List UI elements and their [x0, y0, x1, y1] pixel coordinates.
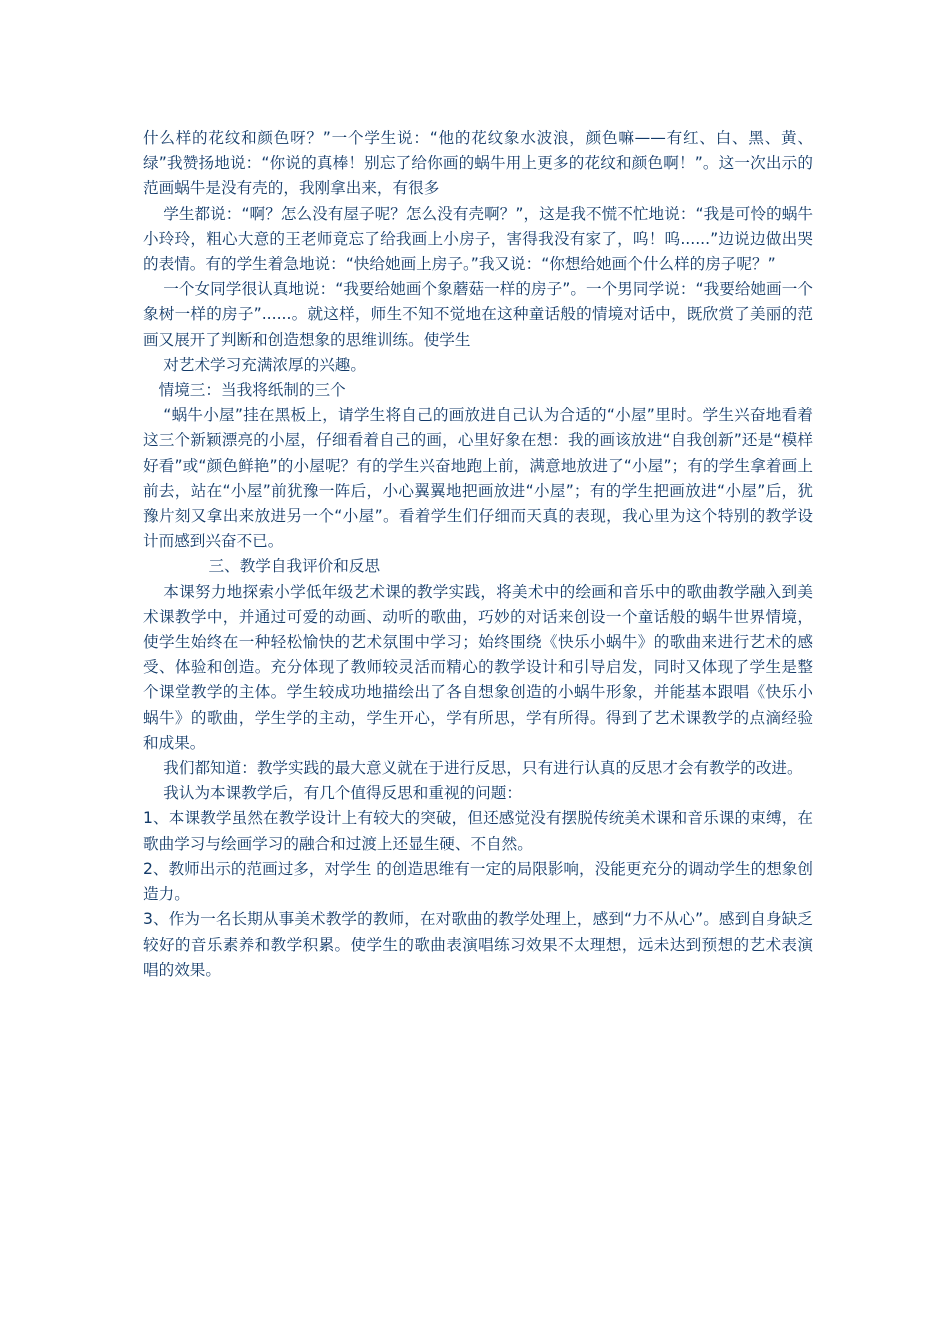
paragraph-7: 我们都知道：教学实践的最大意义就在于进行反思，只有进行认真的反思才会有教学的改进。	[163, 759, 803, 778]
paragraph-3: 一个女同学很认真地说：“我要给她画个象蘑菇一样的房子”。一个男同学说：“我要给她画一个象树一样的房子”......。就这样，师生不知不觉地在这种童话般的情境对话中，既欣赏了美丽的范画又展开了判断和创造想象的思维训练。使学生	[143, 280, 813, 349]
document-body	[143, 126, 813, 983]
paragraph-2: 学生都说：“啊？怎么没有屋子呢？怎么没有壳啊？”，这是我不慌不忙地说：“我是可怜的蜗牛小玲玲，粗心大意的王老师竟忘了给我画上小房子，害得我没有家了，呜！呜......”边说边做出哭的表情。有的学生着急地说：“快给她画上房子。”我又说：“你想给她画个什么样的房子呢？”	[143, 204, 813, 274]
paragraph-1: 什么样的花纹和颜色呀？”一个学生说：“他的花纹象水波浪，颜色嘛——有红、白、黑、黄、绿”我赞扬地说：“你说的真棒！别忘了给你画的蜗牛用上更多的花纹和颜色啊！”。这一次出示的范画蜗牛是没有壳的，我刚拿出来，有很多	[143, 129, 813, 198]
list-item-3: 3、作为一名长期从事美术教学的教师，在对歌曲的教学处理上，感到“力不从心”。感到自身缺乏较好的音乐素养和教学积累。使学生的歌曲表演唱练习效果不太理想，远未达到预想的艺术表演唱的效果。	[143, 910, 813, 979]
paragraph-6: 本课努力地探索小学低年级艺术课的教学实践，将美术中的绘画和音乐中的歌曲教学融入到美术课教学中，并通过可爱的动画、动听的歌曲，巧妙的对话来创设一个童话般的蜗牛世界情境，使学生始终在一种轻松愉快的艺术氛围中学习；始终围绕《快乐小蜗牛》的歌曲来进行艺术的感受、体验和创造。充分体现了教师较灵活而精心的教学设计和引导启发，同时又体现了学生是整个课堂教学的主体。学生较成功地描绘出了各自想象创造的小蜗牛形象，并能基本跟唱《快乐小蜗牛》的歌曲，学生学的主动，学生开心，学有所思，学有所得。得到了艺术课教学的点滴经验和成果。	[143, 582, 813, 752]
paragraph-8: 我认为本课教学后，有几个值得反思和重视的问题：	[163, 784, 522, 803]
section-subheading-scene-3: 情境三：当我将纸制的三个	[158, 381, 346, 400]
paragraph-5: “蜗牛小屋”挂在黑板上，请学生将自己的画放进自己认为合适的“小屋”里时。学生兴奋地看着这三个新颖漂亮的小屋，仔细看着自己的画，心里好象在想：我的画该放进“自我创新”还是“模样好看”或“颜色鲜艳”的小屋呢？有的学生兴奋地跑上前，满意地放进了“小屋”；有的学生拿着画上前去，站在“小屋”前犹豫一阵后，小心翼翼地把画放进“小屋”；有的学生把画放进“小屋”后，犹豫片刻又拿出来放进另一个“小屋”。看着学生们仔细而天真的表现，我心里为这个特别的教学设计而感到兴奋不已。	[143, 406, 813, 551]
paragraph-4: 对艺术学习充满浓厚的兴趣。	[163, 355, 366, 374]
list-item-2: 2、教师出示的范画过多，对学生 的创造思维有一定的局限影响，没能更充分的调动学生的想象创造力。	[143, 859, 813, 904]
list-item-1: 1、本课教学虽然在教学设计上有较大的突破，但还感觉没有摆脱传统美术课和音乐课的束缚，在歌曲学习与绘画学习的融合和过渡上还显生硬、不自然。	[143, 809, 813, 853]
section-heading-3: 三、教学自我评价和反思	[208, 557, 381, 576]
